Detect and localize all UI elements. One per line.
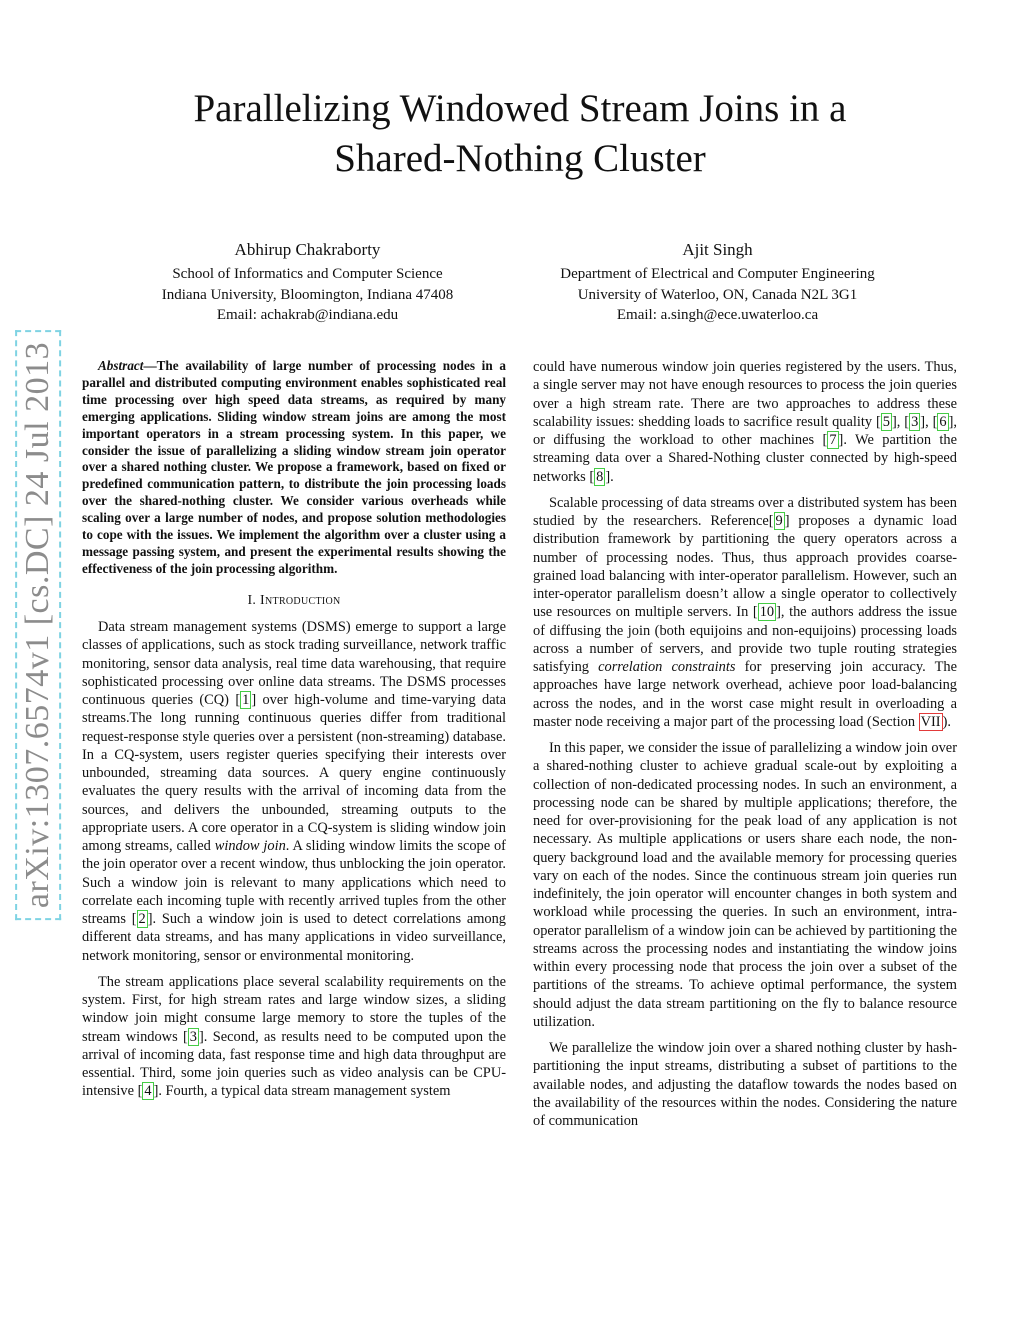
- title-line-2: Shared-Nothing Cluster: [334, 137, 706, 180]
- section-heading-introduction: [82, 592, 506, 610]
- citation-link[interactable]: 3: [189, 1028, 197, 1045]
- paragraph-text: . A sliding window limits the scope of the join operator over a recent window, thus unblocking the join operator. Such a window join is relevant to many applications which need to correlate each incoming tuple with recently arrived tuples from the other streams: [82, 838, 506, 928]
- paragraph-text: The stream applications place several scalability requirements on the system. First, for high stream rates and large window sizes, a sliding window join might consume large memory to store the tuples of the stream windows: [82, 973, 506, 1045]
- emphasis-term: correlation constraints: [598, 659, 736, 675]
- citation-link[interactable]: 4: [144, 1083, 152, 1100]
- intro-paragraph-6: We parallelize the window join over a shared nothing cluster by hash-partitioning the input streams, distributing a subset of partitions to the available nodes, and adjusting the dataflow towards the nodes based on the availability of the resources within the nodes. Considering the nature of communication: [533, 1040, 957, 1129]
- author-name: Abhirup Chakraborty: [234, 240, 381, 259]
- citation-link[interactable]: 7: [829, 432, 837, 448]
- paragraph-text: . We partition the streaming data over a Shared-Nothing cluster connected by high-speed networks: [533, 432, 957, 485]
- citation-link[interactable]: 8: [596, 468, 604, 485]
- arxiv-identifier-text: arXiv:1307.6574v1 [cs.DC] 24 Jul 2013: [15, 330, 61, 920]
- citation-link[interactable]: 5: [882, 413, 890, 430]
- left-column: [82, 358, 506, 1101]
- citation-link[interactable]: 6: [939, 413, 947, 430]
- paragraph-text: ,: [896, 413, 905, 430]
- citation-link[interactable]: 3: [911, 413, 919, 430]
- intro-paragraph-2: The stream applications place several scalability requirements on the system. First, for high stream rates and large window sizes, a sliding window join might consume large memory to store the tuples of the stream windows [ 3 ]. Second, as results need to be computed upon the arrival of incoming data, fast response time and high data throughput are essential. Third, some join queries such as video analysis can be CPU-intensive [ 4 ]. Fourth, a typical data stream management system: [82, 973, 506, 1100]
- paragraph-text: ).: [942, 713, 951, 730]
- paragraph-text: . Fourth, a typical data stream management system: [158, 1083, 451, 1100]
- paragraph-text: . Such a window join is used to detect correlations among different data streams, and has many applications in video surveillance, network monitoring, sensor or environmental monitoring.: [82, 911, 506, 964]
- intro-paragraph-5: In this paper, we consider the issue of parallelizing a window join over a shared-nothing cluster to achieve gradual scale-out by exploiting a collection of non-dedicated processing nodes. In such an environment, a processing node can be shared by multiple applications; therefore, the need for over-provisioning for the peak load of any application is not necessary. As multiple applications or users share each node, the non-query background load and the available memory for processing queries vary on each of the nodes. Since the continuous stream join queries run indefinitely, the join operator will encounter changes in both system and workload while processing the queries. In such an environment, intra-operator parallelism of a window join can be achieved by partitioning the streams across the processing nodes and instantiating the window joins within every processing node that process the join over a subset of the partitions of the streams. To achieve optimal performance, the system should adjust the data stream partitioning on the fly to balance resource utilization.: [533, 740, 957, 1030]
- paragraph-text: , or diffusing the workload to other machines: [533, 413, 957, 448]
- author-affiliation: University of Waterloo, ON, Canada N2L 3G1: [577, 286, 858, 303]
- right-column: [533, 358, 957, 1130]
- paragraph-text: ,: [925, 413, 933, 430]
- paragraph-text: .: [610, 468, 614, 485]
- abstract-text: —The availability of large number of processing nodes in a parallel and distributed computing environment enables sophisticated real time processing over high speed data streams, as required by many emerging applications. Sliding window stream joins are among the most important operators in a stream processing system. In this paper, we consider the issue of parallelizing a sliding window stream join operator over a shared nothing cluster. We propose a framework, based on fixed or predefined communication pattern, to distribute the join processing loads over the shared-nothing cluster. We consider various overheads while scaling over a large number of nodes, and propose solution methodologies to cope with the issues. We implement the algorithm over a cluster using a message passing system, and present the experimental results showing the effectiveness of the join processing algorithm.: [82, 358, 506, 576]
- intro-paragraph-4: Scalable processing of data streams over a distributed system has been studied by the researchers. Reference[ 9 ] proposes a dynamic load distribution framework by partitioning the query operators across a number of processing nodes. Thus, thus approach provides coarse-grained load balancing with inter-operator parallelism. However, such an inter-operator parallelism doesn’t allow a single operator to collectively use resources on multiple servers. In [ 10 ], the authors address the issue of diffusing the join (both equijoins and non-equijoins) processing loads across a number of servers, and provide two tuple routing strategies satisfying correlation constraints for preserving join accuracy. The approaches have large network overhead, achieve poor load-balancing across the nodes, and in the worst case might result in overloading a master node receiving a major part of the processing load (Section VII ).: [533, 494, 958, 730]
- section-number: I.: [247, 592, 257, 608]
- author-email: Email: achakrab@indiana.edu: [216, 307, 399, 323]
- paragraph-text: Scalable processing of data streams over a distributed system has been studied by the researchers. Reference: [533, 494, 957, 529]
- intro-paragraph-3: could have numerous window join queries registered by the users. Thus, a single server may not have enough resources to process the join queries over a high stream rate. There are two approaches to address these scalability issues: shedding loads to sacrifice result quality [ 5 ], [ 3 ], [ 6 ], or diffusing the workload to other machines [ 7 ]. We partition the streaming data over a Shared-Nothing cluster connected by high-speed networks [ 8 ].: [533, 359, 957, 485]
- paragraph-text: . Second, as results need to be computed upon the arrival of incoming data, fast response time and high data throughput are essential. Third, some join queries such as video analysis can be CPU-intensive: [82, 1028, 506, 1100]
- citation-link[interactable]: 9: [775, 513, 783, 529]
- section-reference-link[interactable]: VII: [920, 713, 941, 730]
- paragraph-text: Data stream management systems (DSMS) emerge to support a large classes of applications, such as stock trading surveillance, network traffic monitoring, sensor data analysis, real time data warehousing, that require sophisticated processing over online data streams. The DSMS processes continuous queries (CQ): [82, 619, 506, 709]
- author-affiliation: Indiana University, Bloomington, Indiana 47408: [161, 286, 454, 303]
- paragraph-text: , the authors address the issue of diffusing the join (both equijoins and non-equijoins) processing loads across a number of servers, and provide two tuple routing strategies satisfying: [533, 604, 957, 675]
- paragraph-text: proposes a dynamic load distribution framework by partitioning the query operators across a number of processing nodes. Thus, thus approach provides coarse-grained load balancing with inter-operator parallelism. However, such an inter-operator parallelism doesn’t allow a single operator to collectively use resources on multiple servers. In: [533, 513, 957, 621]
- intro-paragraph-1: Data stream management systems (DSMS) emerge to support a large classes of applications, such as stock trading surveillance, network traffic monitoring, sensor data analysis, real time data warehousing, that require sophisticated processing over online data streams. The DSMS processes continuous queries (CQ) [ 1 ] over high-volume and time-varying data streams.The long running continuous queries differ from traditional request-response style queries over a persistent (non-streaming) database. In a CQ-system, users register queries specifying their interests over unbounded, streaming data sources. A query engine continuously evaluates the query results with the arrival of incoming data from the sources, and delivers the unbounded, streaming outputs to the appropriate users. A core operator in a CQ-system is sliding window join among streams, called window join. A sliding window limits the scope of the join operator over a recent window, thus unblocking the join operator. Such a window join is relevant to many applications which need to correlate each incoming tuple with recently arrived tuples from the other streams [ 2 ]. Such a window join is used to detect correlations among different data streams, and has many applications in video surveillance, network monitoring, sensor or environmental monitoring.: [82, 619, 506, 964]
- author-block-2: [520, 238, 915, 326]
- abstract-label: Abstract: [98, 358, 144, 373]
- section-title: Introduction: [260, 592, 341, 608]
- citation-link[interactable]: 2: [138, 911, 146, 928]
- paragraph-text: could have numerous window join queries registered by the users. Thus, a single server may not have enough resources to process the join queries over a high stream rate. There are two approaches to address these scalability issues: shedding loads to sacrifice result quality: [533, 359, 957, 430]
- arxiv-identifier-stamp: [6, 340, 70, 910]
- title-line-1: Parallelizing Windowed Stream Joins in a: [193, 87, 847, 130]
- author-name: Ajit Singh: [682, 240, 753, 259]
- author-affiliation: School of Informatics and Computer Science: [172, 266, 443, 282]
- paper-title: [90, 84, 950, 184]
- abstract: [82, 358, 506, 578]
- paragraph-text: over high-volume and time-varying data streams.The long running continuous queries differ from traditional request-response style queries over a persistent (non-streaming) database. In a CQ-system, users register queries specifying their interests over unbounded, streaming data sources. A query engine continuously evaluates the query results with the arrival of incoming data from the sources, and delivers the unbounded, streaming outputs to the appropriate users. A core operator in a CQ-system is sliding window join among streams, called: [82, 692, 506, 855]
- citation-link[interactable]: 10: [759, 604, 775, 621]
- emphasis-term: window join: [214, 838, 286, 855]
- citation-link[interactable]: 1: [242, 692, 250, 709]
- author-affiliation: Department of Electrical and Computer Engineering: [560, 266, 875, 282]
- paragraph-text: for preserving join accuracy. The approaches have large network overhead, achieve poor load-balancing across the nodes, and in the worst case might result in overloading a master node receiving a major part of the processing load (Section: [533, 659, 958, 730]
- author-block-1: [110, 238, 505, 326]
- author-email: Email: a.singh@ece.uwaterloo.ca: [616, 307, 819, 323]
